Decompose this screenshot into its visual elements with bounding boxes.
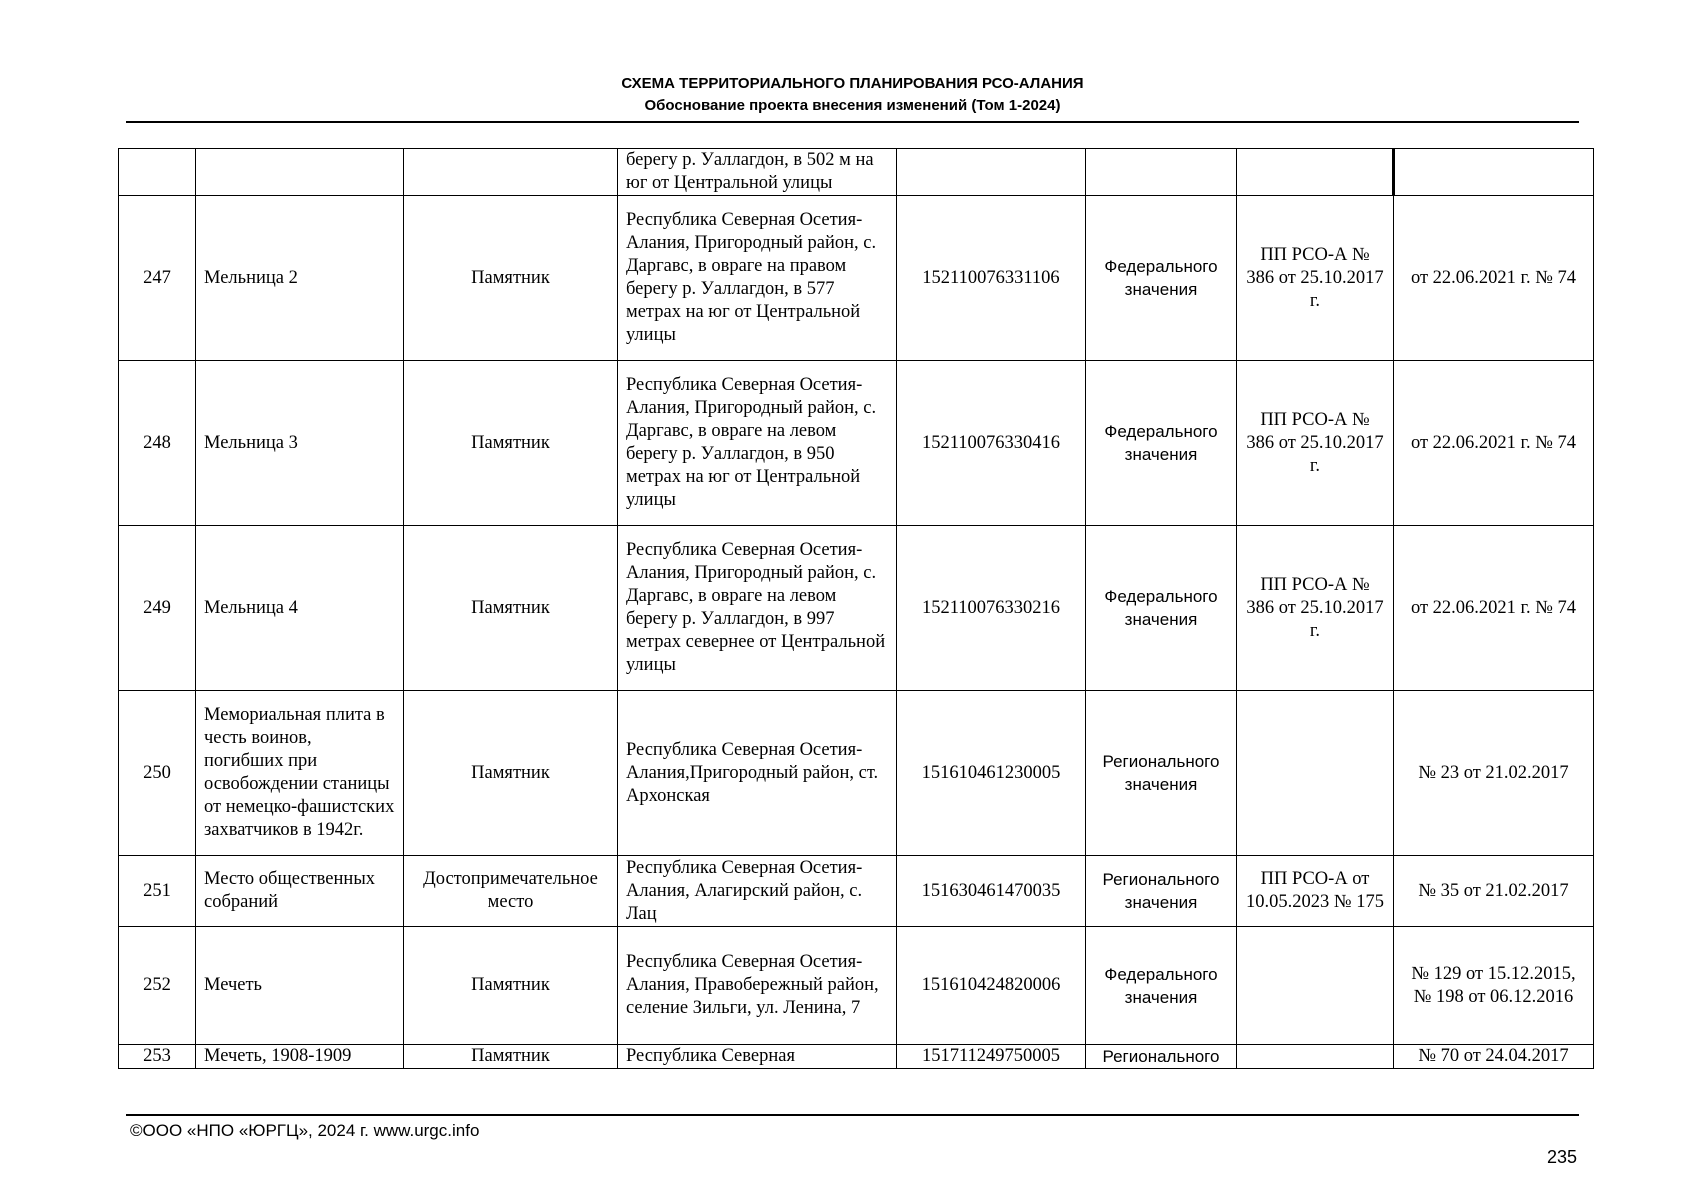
cell-act <box>1237 1045 1394 1069</box>
document-header <box>126 73 1579 117</box>
cell-significance: Федерального значения <box>1086 361 1237 526</box>
cell-type <box>404 149 618 196</box>
cell-address: Республика Северная Осетия-Алания, Пригородный район, с. Даргавс, в овраге на левом берегу р. Уаллагдон, в 950 метрах на юг от Центральной улицы <box>618 361 897 526</box>
cell-registry-code: 151630461470035 <box>897 856 1086 927</box>
cell-name: Мельница 4 <box>196 526 404 691</box>
cell-registry-code: 152110076331106 <box>897 196 1086 361</box>
cell-act <box>1237 927 1394 1045</box>
cell-number <box>119 149 196 196</box>
cell-name <box>196 149 404 196</box>
cell-act <box>1237 149 1394 196</box>
cell-document: № 23 от 21.02.2017 <box>1394 691 1594 856</box>
header-divider <box>126 121 1579 123</box>
cell-significance: Регионального значения <box>1086 691 1237 856</box>
cell-document: № 35 от 21.02.2017 <box>1394 856 1594 927</box>
cell-document: № 70 от 24.04.2017 <box>1394 1045 1594 1069</box>
cell-act: ПП РСО-А № 386 от 25.10.2017 г. <box>1237 361 1394 526</box>
cell-address: Республика Северная <box>618 1045 897 1069</box>
footer-copyright: ©ООО «НПО «ЮРГЦ», 2024 г. www.urgc.info <box>130 1121 480 1140</box>
cell-act: ПП РСО-А № 386 от 25.10.2017 г. <box>1237 526 1394 691</box>
cell-name: Место общественных собраний <box>196 856 404 927</box>
table-row <box>119 361 1594 526</box>
cell-document: от 22.06.2021 г. № 74 <box>1394 196 1594 361</box>
cell-type: Достопримечательное место <box>404 856 618 927</box>
table-row <box>119 1045 1594 1069</box>
cell-name: Мечеть, 1908-1909 <box>196 1045 404 1069</box>
table-row <box>119 927 1594 1045</box>
cell-type: Памятник <box>404 526 618 691</box>
cell-number: 247 <box>119 196 196 361</box>
cell-name: Мемориальная плита в честь воинов, погибших при освобождении станицы от немецко-фашистских захватчиков в 1942г. <box>196 691 404 856</box>
cell-registry-code: 151610461230005 <box>897 691 1086 856</box>
table-row <box>119 196 1594 361</box>
cell-type: Памятник <box>404 927 618 1045</box>
page-number: 235 <box>1546 1147 1577 1167</box>
cell-document: от 22.06.2021 г. № 74 <box>1394 526 1594 691</box>
cell-address: Республика Северная Осетия-Алания, Алагирский район, с. Лац <box>618 856 897 927</box>
cell-number: 250 <box>119 691 196 856</box>
cell-name: Мельница 2 <box>196 196 404 361</box>
table-row <box>119 856 1594 927</box>
cell-significance: Регионального значения <box>1086 856 1237 927</box>
cell-number: 253 <box>119 1045 196 1069</box>
cell-type: Памятник <box>404 1045 618 1069</box>
cell-act <box>1237 691 1394 856</box>
cell-number: 251 <box>119 856 196 927</box>
cell-registry-code: 151711249750005 <box>897 1045 1086 1069</box>
cell-type: Памятник <box>404 361 618 526</box>
cell-act: ПП РСО-А № 386 от 25.10.2017 г. <box>1237 196 1394 361</box>
table-row <box>119 691 1594 856</box>
cell-significance: Регионального <box>1086 1045 1237 1069</box>
heritage-objects-table <box>118 148 1594 1069</box>
footer-divider <box>126 1114 1579 1116</box>
document-title: СХЕМА ТЕРРИТОРИАЛЬНОГО ПЛАНИРОВАНИЯ РСО-АЛАНИЯ <box>621 75 1084 92</box>
cell-address: берегу р. Уаллагдон, в 502 м на юг от Центральной улицы <box>618 149 897 196</box>
cell-registry-code: 152110076330216 <box>897 526 1086 691</box>
cell-number: 249 <box>119 526 196 691</box>
cell-name: Мечеть <box>196 927 404 1045</box>
cell-registry-code <box>897 149 1086 196</box>
cell-document <box>1394 149 1594 196</box>
cell-significance <box>1086 149 1237 196</box>
table-row <box>119 149 1594 196</box>
cell-document: от 22.06.2021 г. № 74 <box>1394 361 1594 526</box>
cell-significance: Федерального значения <box>1086 526 1237 691</box>
cell-document: № 129 от 15.12.2015, № 198 от 06.12.2016 <box>1394 927 1594 1045</box>
cell-address: Республика Северная Осетия-Алания, Пригородный район, с. Даргавс, в овраге на правом берегу р. Уаллагдон, в 577 метрах на юг от Центральной улицы <box>618 196 897 361</box>
document-subtitle: Обоснование проекта внесения изменений (Том 1-2024) <box>644 97 1061 114</box>
cell-act: ПП РСО-А от 10.05.2023 № 175 <box>1237 856 1394 927</box>
cell-name: Мельница 3 <box>196 361 404 526</box>
cell-address: Республика Северная Осетия-Алания,Пригородный район, ст. Архонская <box>618 691 897 856</box>
cell-significance: Федерального значения <box>1086 196 1237 361</box>
cell-type: Памятник <box>404 691 618 856</box>
cell-address: Республика Северная Осетия-Алания, Пригородный район, с. Даргавс, в овраге на левом берегу р. Уаллагдон, в 997 метрах севернее от Центральной улицы <box>618 526 897 691</box>
cell-significance: Федерального значения <box>1086 927 1237 1045</box>
cell-registry-code: 152110076330416 <box>897 361 1086 526</box>
cell-number: 248 <box>119 361 196 526</box>
table-row <box>119 526 1594 691</box>
cell-number: 252 <box>119 927 196 1045</box>
cell-address: Республика Северная Осетия-Алания, Правобережный район, селение Зильги, ул. Ленина, 7 <box>618 927 897 1045</box>
cell-type: Памятник <box>404 196 618 361</box>
cell-registry-code: 151610424820006 <box>897 927 1086 1045</box>
